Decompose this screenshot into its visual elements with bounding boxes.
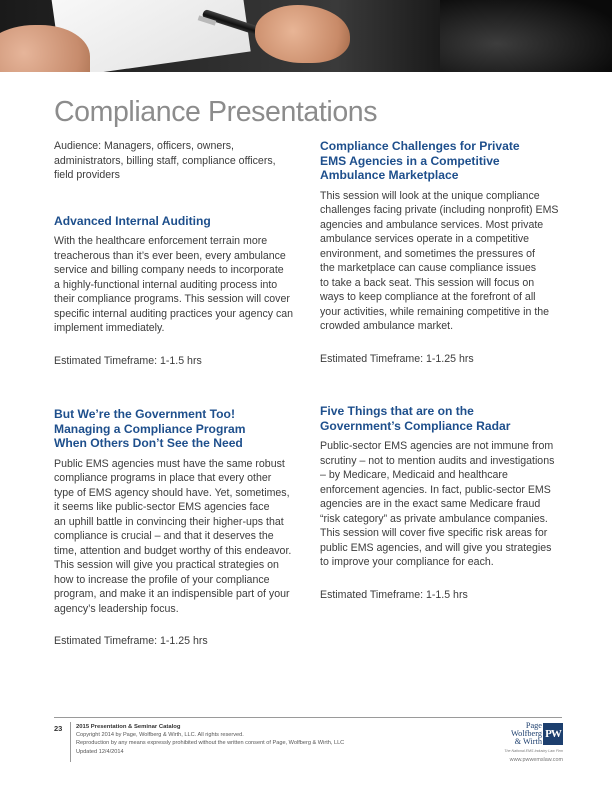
section-body: This session will look at the unique compliance challenges facing private (including nonprofit) EMS agencies and ambulance services. Most private ambulance services operate in a competitive environment, and sometimes the pressures of the marketplace can cause compliance issues to take a back seat. This session will focus on ways to keep compliance at the forefront of all your activities, while remaining competitive in the crowded ambulance market. (320, 189, 559, 333)
section-body: With the healthcare enforcement terrain more treacherous than it’s ever been, every ambulance service and billing company needs to incorporate a highly-functional internal auditing process into their compliance programs. This session will cover specific internal auditing practices your agency can implement immediately. (54, 235, 294, 335)
audience-line: field providers (54, 169, 120, 181)
section-heading: But We’re the Government Too! Managing a Compliance Program When Others Don’t See the Need (54, 407, 246, 451)
logo-wordmark: Page Wolfberg & Wirth (511, 721, 542, 746)
copyright-line: Copyright 2014 by Page, Wolfberg & Wirth, LLC. All rights reserved. (76, 732, 244, 739)
catalog-title: 2015 Presentation & Seminar Catalog (76, 724, 181, 730)
section-heading: Advanced Internal Auditing (54, 213, 211, 228)
estimated-timeframe: Estimated Timeframe: 1-1.25 hrs (320, 352, 474, 365)
right-column (320, 139, 560, 602)
section-government-radar (320, 404, 560, 602)
audience-line: administrators, billing staff, compliance officers, (54, 154, 276, 167)
website-link[interactable]: www.pwwemslaw.com (509, 757, 563, 763)
firm-logo (502, 722, 562, 766)
reproduction-line: Reproduction by any means expressly prohibited without the written consent of Page, Wolfberg & Wirth, LLC (76, 740, 345, 747)
photo-hand-right (255, 5, 350, 63)
audience-line: Audience: Managers, officers, owners, (54, 140, 234, 152)
page-footer (54, 717, 562, 768)
audience-text (54, 139, 306, 183)
estimated-timeframe: Estimated Timeframe: 1-1.25 hrs (54, 635, 208, 648)
section-heading: Five Things that are on the Government’s Compliance Radar (320, 404, 511, 433)
footer-divider (70, 722, 71, 762)
header-photo (0, 0, 612, 72)
photo-background (440, 0, 612, 72)
page-number: 23 (54, 724, 63, 733)
updated-line: Updated 12/4/2014 (76, 748, 124, 755)
section-advanced-internal-auditing (54, 214, 306, 369)
section-government-too (54, 407, 306, 649)
footer-text (76, 723, 344, 756)
section-body: Public-sector EMS agencies are not immune from scrutiny – not to mention audits and investigations – by Medicare, Medicaid and healthcare enforcement agencies. In fact, public-sector EMS agencies are in the exact same Medicare fraud “risk category” as private ambulance companies. This session will cover five specific risk areas for public EMS agencies, and will give you strategies to improve your compliance for each. (320, 440, 555, 569)
estimated-timeframe: Estimated Timeframe: 1-1.5 hrs (54, 354, 202, 367)
logo-mark-icon: PW (543, 723, 563, 745)
section-body: Public EMS agencies must have the same robust compliance programs in place that every other type of EMS agency should have. Yet, sometimes, it seems like public-sector EMS agencies face an uphill battle in convincing their higher-ups that compliance is crucial – and that it deserves the time, attention and budget worthy of this endeavor. This session will give you practical strategies on how to increase the profile of your compliance program, and make it an indispensible part of your agency’s leadership focus. (54, 457, 292, 615)
left-column (54, 139, 306, 649)
page-title: Compliance Presentations (54, 96, 378, 128)
estimated-timeframe: Estimated Timeframe: 1-1.5 hrs (320, 588, 468, 601)
logo-tagline: The National EMS Industry Law Firm (504, 749, 563, 753)
section-heading: Compliance Challenges for Private EMS Agencies in a Competitive Ambulance Marketplace (320, 139, 520, 183)
section-private-ems-challenges (320, 139, 560, 366)
